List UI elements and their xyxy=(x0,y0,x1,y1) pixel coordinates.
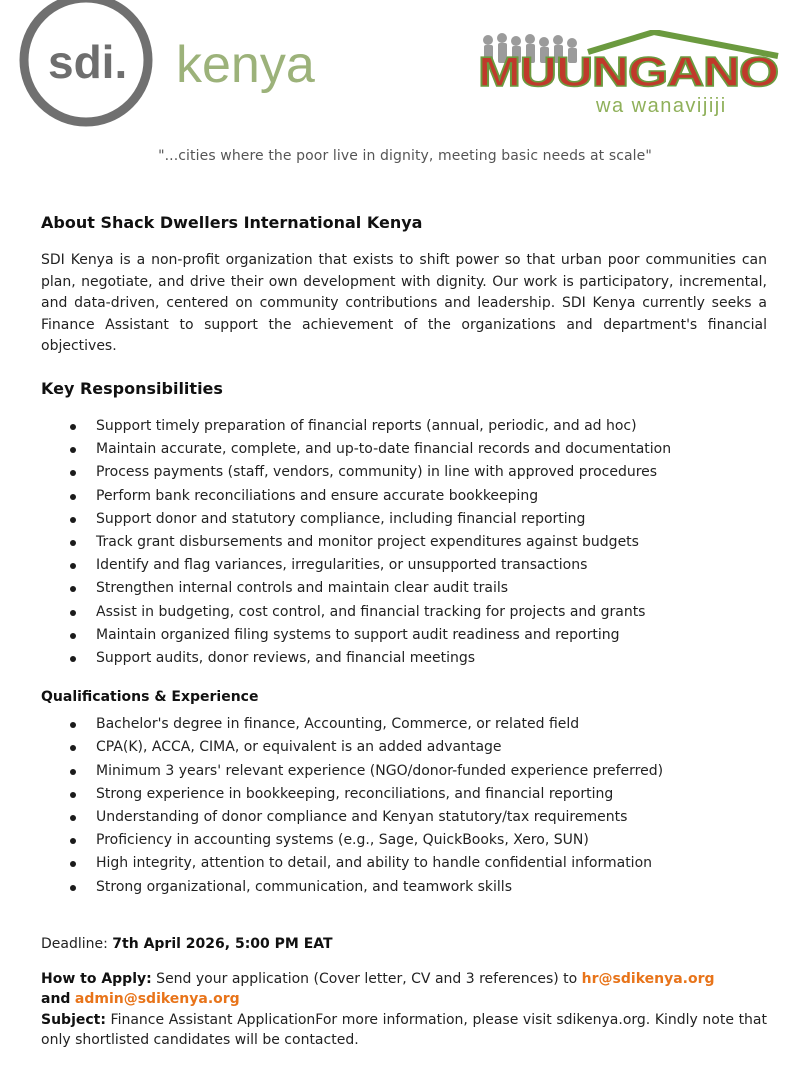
muungano-logo-text: MUUNGANO xyxy=(478,48,778,95)
qualifications-list xyxy=(41,713,767,899)
list-item: Strengthen internal controls and maintain clear audit trails xyxy=(41,577,767,600)
list-item: Support audits, donor reviews, and financial meetings xyxy=(41,647,767,670)
hr-email-link[interactable]: hr@sdikenya.org xyxy=(581,970,715,987)
list-item: CPA(K), ACCA, CIMA, or equivalent is an added advantage xyxy=(41,736,767,759)
list-item: Assist in budgeting, cost control, and financial tracking for projects and grants xyxy=(41,601,767,624)
deadline-label: Deadline: xyxy=(41,935,108,952)
list-item: Strong experience in bookkeeping, reconciliations, and financial reporting xyxy=(41,783,767,806)
muungano-logo-subtext: wa wanavijiji xyxy=(596,95,727,117)
list-item: Track grant disbursements and monitor project expenditures against budgets xyxy=(41,531,767,554)
qualifications-heading: Qualifications & Experience xyxy=(41,689,259,706)
tagline: "...cities where the poor live in dignity, meeting basic needs at scale" xyxy=(158,148,652,164)
responsibilities-heading: Key Responsibilities xyxy=(41,378,223,398)
responsibilities-list xyxy=(41,415,767,670)
subject-label: Subject: xyxy=(41,1011,106,1028)
muungano-logo-icon xyxy=(478,30,783,120)
sdi-kenya-logo xyxy=(18,0,348,130)
sdi-logo-text: sdi. xyxy=(48,36,128,88)
kenya-logo-text: kenya xyxy=(176,36,315,94)
deadline-value: 7th April 2026, 5:00 PM EAT xyxy=(112,935,333,952)
list-item: Support timely preparation of financial reports (annual, periodic, and ad hoc) xyxy=(41,415,767,438)
list-item: Identify and flag variances, irregularities, or unsupported transactions xyxy=(41,554,767,577)
list-item: Bachelor's degree in finance, Accounting, Commerce, or related field xyxy=(41,713,767,736)
about-heading: About Shack Dwellers International Kenya xyxy=(41,213,423,232)
list-item: Strong organizational, communication, and teamwork skills xyxy=(41,876,767,899)
list-item: Perform bank reconciliations and ensure accurate bookkeeping xyxy=(41,485,767,508)
list-item: Minimum 3 years' relevant experience (NGO/donor-funded experience preferred) xyxy=(41,760,767,783)
list-item: High integrity, attention to detail, and ability to handle confidential information xyxy=(41,852,767,875)
list-item: Understanding of donor compliance and Kenyan statutory/tax requirements xyxy=(41,806,767,829)
about-paragraph: SDI Kenya is a non-profit organization that exists to shift power so that urban poor communities can plan, negotiate, and drive their own development with dignity. Our work is participatory, incremental, and data-driven, centered on community contributions and leadership. SDI Kenya currently seeks a Finance Assistant to support the achievement of the organizations and department's financial objectives. xyxy=(41,252,767,355)
list-item: Support donor and statutory compliance, including financial reporting xyxy=(41,508,767,531)
how-to-apply xyxy=(41,969,767,1051)
apply-label: How to Apply: xyxy=(41,970,152,987)
apply-text: Send your application (Cover letter, CV and 3 references) to xyxy=(151,970,582,987)
list-item: Process payments (staff, vendors, community) in line with approved procedures xyxy=(41,461,767,484)
muungano-logo xyxy=(478,30,783,120)
list-item: Maintain accurate, complete, and up-to-date financial records and documentation xyxy=(41,438,767,461)
list-item: Proficiency in accounting systems (e.g., Sage, QuickBooks, Xero, SUN) xyxy=(41,829,767,852)
sdi-kenya-logo-icon xyxy=(18,0,348,130)
subject-text: Finance Assistant ApplicationFor more information, please visit sdikenya.org. Kindly note that only shortlisted candidates will be contacted. xyxy=(41,1011,767,1049)
job-posting-body xyxy=(41,213,767,1051)
list-item: Maintain organized filing systems to support audit readiness and reporting xyxy=(41,624,767,647)
deadline xyxy=(41,936,767,952)
admin-email-link[interactable]: admin@sdikenya.org xyxy=(74,991,240,1008)
apply-and: and xyxy=(41,991,71,1008)
